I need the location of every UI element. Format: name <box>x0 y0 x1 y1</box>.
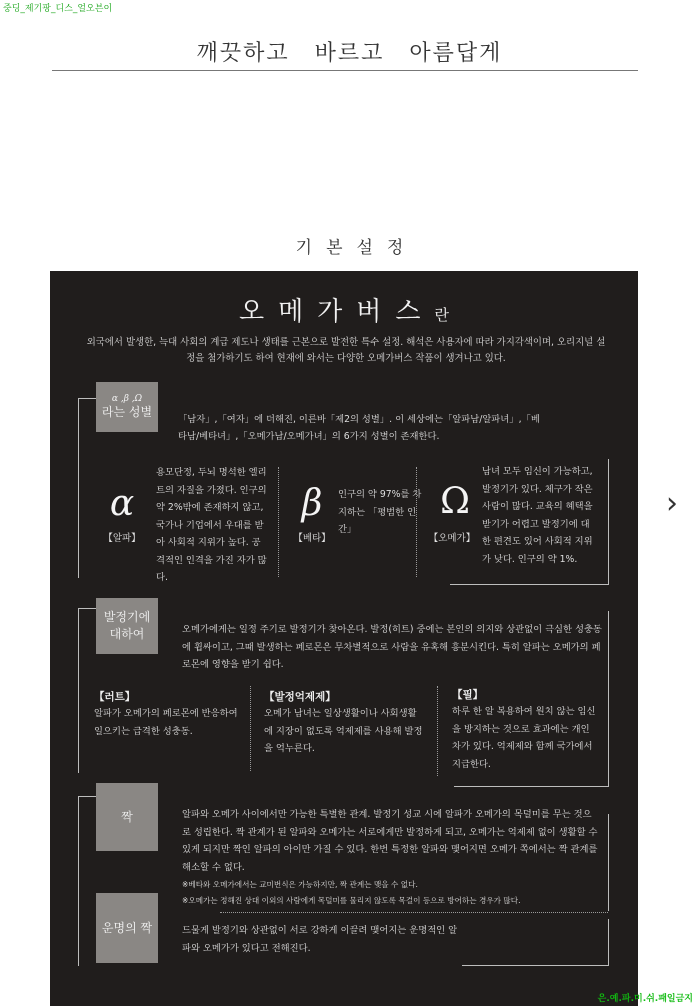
mate-tag <box>96 783 158 851</box>
heat-tag-line1: 발정기에 <box>103 610 151 624</box>
heat-tag <box>96 598 158 654</box>
omega-symbol: Ω <box>440 481 470 522</box>
title-divider <box>52 70 638 71</box>
destiny-tag-label: 운명의 짝 <box>101 920 153 935</box>
heat-frame-right <box>608 611 609 786</box>
gender-tag-greek: α ,β ,Ω <box>111 393 143 404</box>
suppressant-title: 【발정억제제】 <box>264 691 336 703</box>
beta-symbol: β <box>301 483 323 524</box>
omega-text: 남녀 모두 임신이 가능하고, 발정기가 있다. 체구가 작은 사람이 많다. 교육의 혜택을 받기가 어렵고 발정기에 대한 편견도 있어 사회적 지위가 낮다. 인구의 약 1%. <box>482 466 593 565</box>
destiny-tag <box>96 893 158 963</box>
next-page-arrow-icon[interactable]: › <box>666 486 678 521</box>
mate-frame-left <box>78 796 79 966</box>
omegaverse-panel <box>50 271 638 1006</box>
watermark-top: 중딩_제기팡_디스_얼오븐이 <box>3 4 113 14</box>
rut-title: 【러트】 <box>94 691 136 703</box>
destiny-desc: 드물게 발정기와 상관없이 서로 강하게 이끌려 맺어지는 운명적인 알파와 오메가가 있다고 전해진다. <box>182 925 458 954</box>
heat-frame-top <box>78 608 96 609</box>
alpha-text: 용모단정, 두뇌 명석한 엘리트의 자질을 가졌다. 인구의 약 2%밖에 존재하지 않고, 국가나 기업에서 우대를 받아 사회적 지위가 높다. 공격적인 인격을 가진 자가 많다. <box>156 467 267 583</box>
heat-tag-line2: 대하여 <box>109 627 145 641</box>
mate-frame-top <box>78 796 96 797</box>
gender-divider-1 <box>278 467 279 577</box>
page-title: 깨끗하고 바르고 아름답게 <box>196 41 503 66</box>
panel-heading-text: 오메가버스 <box>238 297 435 327</box>
mate-note-1: ※베타와 오메가에서는 교미번식은 가능하지만, 짝 관계는 맺을 수 없다. <box>182 880 418 889</box>
gender-desc: 「남자」,「여자」에 더해진, 이른바「제2의 성별」. 이 세상에는「알파남/알파녀」,「베타남/베타녀」,「오메가남/오메가녀」의 6가지 성별이 존재한다. <box>178 414 540 442</box>
rut-text: 알파가 오메가의 페로몬에 반응하여 일으키는 급격한 성충동. <box>94 708 238 737</box>
gender-frame-top <box>78 398 96 399</box>
gender-frame-bottom <box>450 584 609 585</box>
mate-tag-label: 짝 <box>121 809 133 824</box>
alpha-caption: 【알파】 <box>103 533 141 544</box>
panel-heading <box>50 291 638 328</box>
heat-frame-bottom <box>454 786 609 787</box>
mate-frame-right <box>608 814 609 911</box>
heat-divider-2 <box>437 686 438 776</box>
heat-frame-left <box>78 608 79 773</box>
gender-tag-label: 라는 성별 <box>101 404 153 419</box>
mate-divider <box>220 912 608 913</box>
heat-divider-1 <box>250 686 251 771</box>
mate-desc: 알파와 오메가 사이에서만 가능한 특별한 관계. 발정기 성교 시에 알파가 오메가의 목덜미를 무는 것으로 성립한다. 짝 관계가 된 알파와 오메가는 서로에게만 발정하게 되고, 오메가는 억제제 없이 생활할 수 있게 되지만 짝인 알파의 아이만 가질 수 있다. 한번 특정한 알파와 맺어지면 오메가 쪽에서는 짝 관계를 해소할 수 없다. <box>182 809 598 873</box>
pill-title: 【필】 <box>452 689 484 701</box>
alpha-symbol: α <box>109 483 135 524</box>
section-title: 기본설정 <box>295 238 418 258</box>
omega-caption: 【오메가】 <box>428 533 476 544</box>
gender-frame-left <box>78 398 79 578</box>
mate-note-2: ※오메가는 정해진 상대 이외의 사람에게 목덜미를 물리지 않도록 목걸이 등으로 방어하는 경우가 많다. <box>182 896 521 905</box>
heat-desc: 오메가에게는 일정 주기로 발정기가 찾아온다. 발정(히트) 중에는 본인의 의지와 상관없이 극심한 성충동에 휩싸이고, 그때 발생하는 페로몬은 무차별적으로 사람을 유혹해 흥분시킨다. 특히 알파는 오메가의 페로몬에 영향을 받기 쉽다. <box>182 624 602 670</box>
gender-frame-right <box>608 459 609 584</box>
gender-tag <box>96 382 158 432</box>
panel-heading-suffix: 란 <box>434 306 450 324</box>
gender-divider-2 <box>416 467 417 577</box>
panel-intro: 외국에서 발생한, 늑대 사회의 계급 제도나 생태를 근본으로 발전한 특수 설정. 해석은 사용자에 따라 가지각색이며, 오리지널 설정을 첨가하기도 하여 현재에 와서는 다양한 오메가버스 작품이 생겨나고 있다. <box>86 337 606 364</box>
destiny-frame-right <box>608 919 609 966</box>
beta-caption: 【베타】 <box>293 533 331 544</box>
pill-text: 하루 한 알 복용하여 원치 않는 임신을 방지하는 것으로 효과에는 개인차가 있다. 억제제와 함께 국가에서 지급한다. <box>452 706 596 770</box>
watermark-bottom: 은.예.파.미.쉬.패일금지 <box>597 994 693 1004</box>
suppressant-text: 오메가 남녀는 일상생활이나 사회생활에 지장이 없도록 억제제를 사용해 발정을 억누른다. <box>264 708 423 754</box>
beta-text: 인구의 약 97%를 차지하는 「평범한 인간」 <box>338 489 422 535</box>
destiny-frame-bottom <box>462 965 609 966</box>
